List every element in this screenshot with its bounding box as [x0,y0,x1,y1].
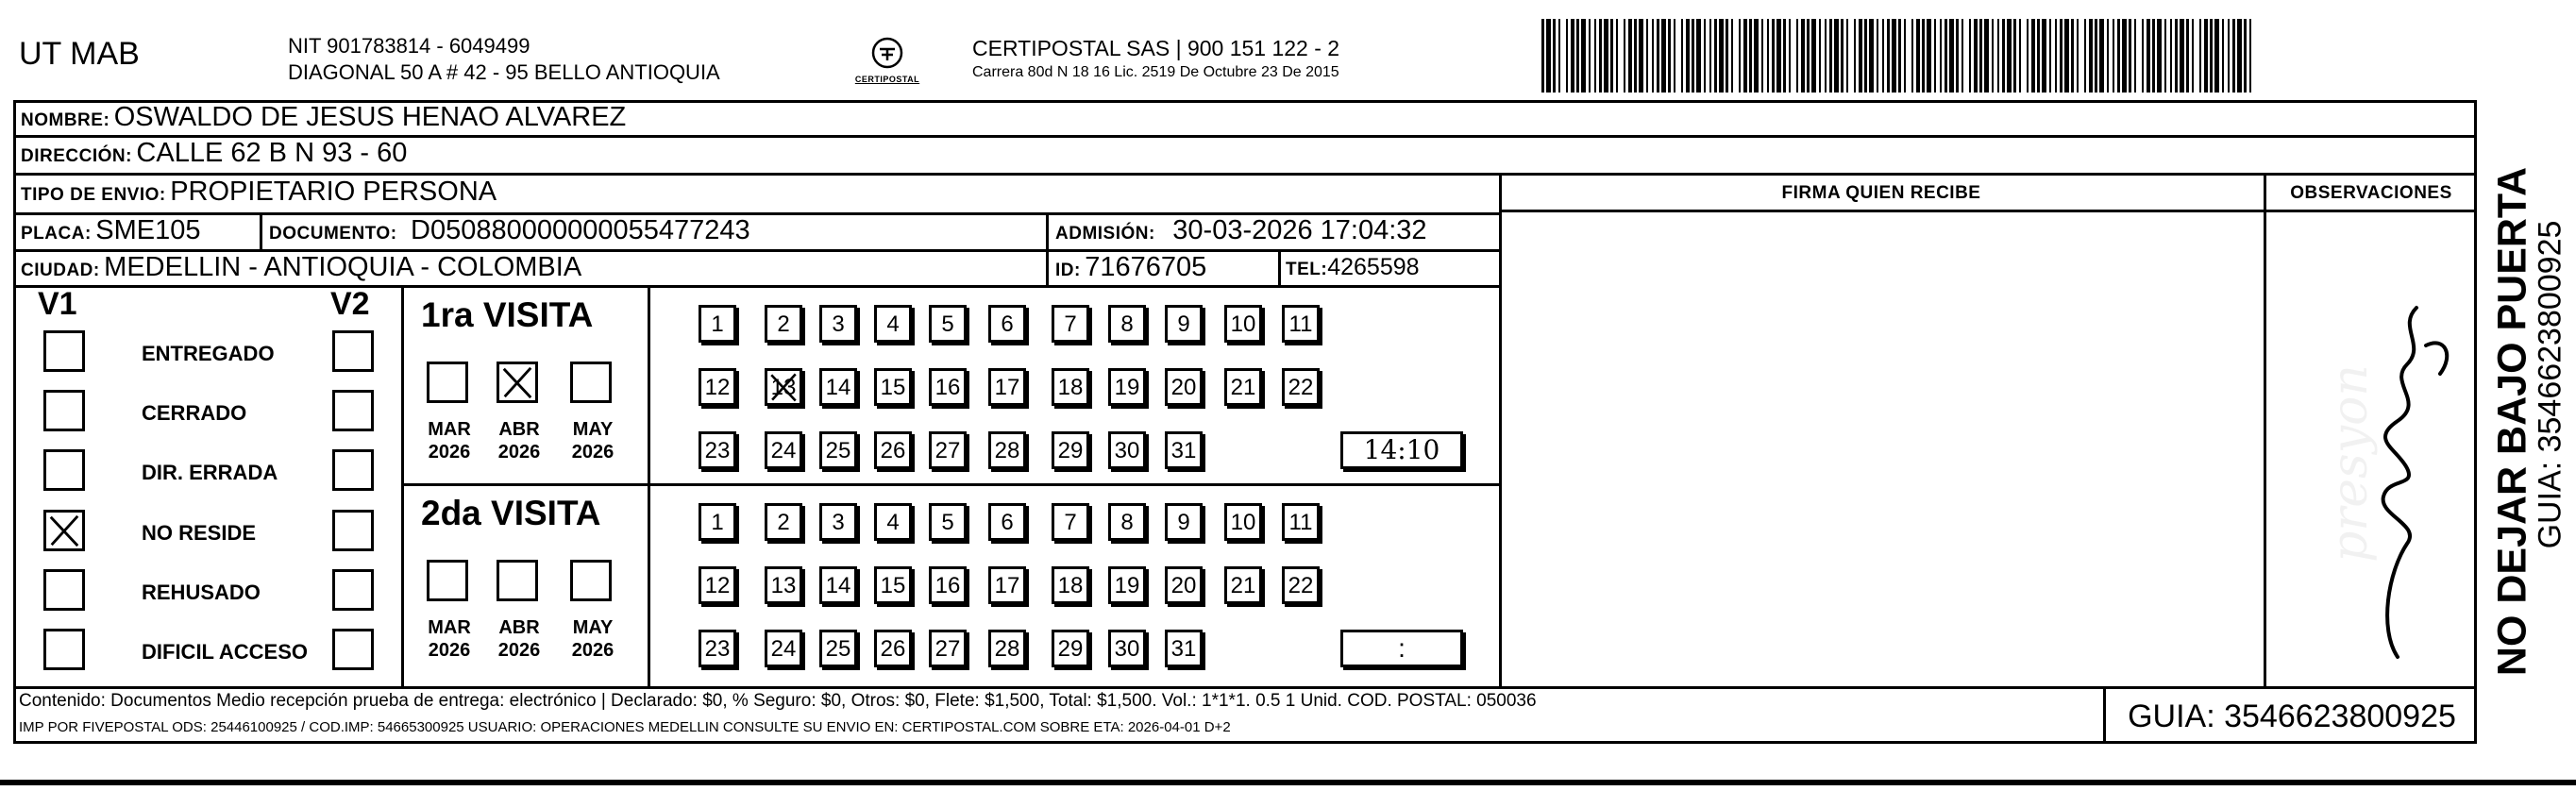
page-edge [0,780,2576,785]
status-label: REHUSADO [142,581,261,604]
month-year: 2026 [428,640,471,661]
visit-day-box[interactable]: 26 [874,630,912,667]
visit-day-box[interactable]: 24 [765,630,802,667]
month-name: MAR [428,419,471,440]
status-v1-checkbox[interactable] [43,629,85,670]
visit-day-box[interactable]: 5 [929,305,967,343]
visit-day-box[interactable]: 30 [1108,431,1146,469]
visit-day-box[interactable]: 23 [699,630,736,667]
document-label: DOCUMENTO: [269,224,397,244]
tel-field [1286,254,1420,281]
visit-day-box[interactable]: 25 [819,630,857,667]
visit-day-box[interactable]: 17 [988,368,1026,406]
visit-day-box[interactable]: 22 [1282,368,1320,406]
carrier-name: CERTIPOSTAL SAS | 900 151 122 - 2 [972,36,1340,60]
visit-day-box[interactable]: 29 [1052,431,1089,469]
city-field [21,252,581,283]
x-mark-icon [499,364,535,400]
visit-day-box[interactable]: 9 [1165,503,1203,541]
side-warning-text: NO DEJAR BAJO PUERTA [2489,166,2535,677]
month-name: ABR [498,617,540,638]
visit-day-box[interactable]: 3 [819,305,857,343]
visit-day-box[interactable]: 6 [988,305,1026,343]
visit-day-box[interactable]: 16 [929,368,967,406]
visit-day-box[interactable]: 27 [929,630,967,667]
visit-day-box[interactable]: 19 [1108,566,1146,604]
visit-month-label [421,616,478,662]
visit-day-box[interactable]: 7 [1052,305,1089,343]
status-label: ENTREGADO [142,342,275,365]
visit-month-label [564,418,621,463]
side-guide-text: GUIA: 3546623800925 [2532,220,2568,549]
visit-month-checkbox[interactable] [497,560,538,601]
status-label: NO RESIDE [142,521,257,545]
tel-label: TEL: [1286,260,1328,279]
status-v2-checkbox[interactable] [332,629,374,670]
id-value: 71676705 [1085,252,1207,282]
document-value: D050880000000055477243 [411,215,750,245]
city-label: CIUDAD: [21,261,100,280]
visit-day-box[interactable]: 2 [765,503,802,541]
visit-day-box[interactable]: 18 [1052,566,1089,604]
visit-day-box[interactable]: 12 [699,566,736,604]
logo-icon [868,36,906,70]
visit-day-box[interactable]: 10 [1224,305,1262,343]
visit-title: 1ra VISITA [421,295,594,334]
status-label: CERRADO [142,401,247,425]
visit-month-label [421,418,478,463]
status-v2-checkbox[interactable] [332,390,374,431]
visit-month-label [491,418,547,463]
status-v2-checkbox[interactable] [332,569,374,611]
footer-guide: GUIA: 3546623800925 [2128,698,2456,734]
visit-month-checkbox[interactable] [570,362,612,403]
plate-label: PLACA: [21,224,92,244]
v1-label: V1 [38,286,77,322]
shipment-type-field [21,177,497,208]
status-label: DIR. ERRADA [142,461,278,484]
month-year: 2026 [497,442,541,463]
admission-field [1055,215,1427,246]
name-value: OSWALDO DE JESUS HENAO ALVAREZ [113,102,627,132]
visit-day-box[interactable]: 11 [1282,503,1320,541]
carrier-license: Carrera 80d N 18 16 Lic. 2519 De Octubre 23 De 2015 [972,64,1339,80]
visit-day-box[interactable]: 15 [874,566,912,604]
visit-day-box[interactable]: 30 [1108,630,1146,667]
month-name: MAY [572,419,614,440]
visit-day-box[interactable]: 17 [988,566,1026,604]
visit-day-box[interactable]: 1 [699,305,736,343]
city-value: MEDELLIN - ANTIOQUIA - COLOMBIA [104,252,582,282]
company-address: DIAGONAL 50 A # 42 - 95 BELLO ANTIOQUIA [288,60,720,84]
visit-day-box[interactable]: 8 [1108,305,1146,343]
visit-day-box[interactable]: 23 [699,431,736,469]
plate-value: SME105 [95,215,201,245]
month-year: 2026 [428,442,471,463]
visit-day-box[interactable]: 21 [1224,368,1262,406]
visit-day-box[interactable]: 5 [929,503,967,541]
visit-day-box[interactable]: 14 [819,368,857,406]
visit-day-box[interactable]: 18 [1052,368,1089,406]
visit-month-label [564,616,621,662]
visit-day-box[interactable]: 10 [1224,503,1262,541]
visit-day-box[interactable]: 12 [699,368,736,406]
side-guide [2532,100,2569,744]
visit-day-box[interactable]: 21 [1224,566,1262,604]
certipostal-logo [845,36,930,93]
visit-day-box[interactable]: 22 [1282,566,1320,604]
visit-day-box[interactable]: 6 [988,503,1026,541]
footer-imp: IMP POR FIVEPOSTAL ODS: 25446100925 / COD.IMP: 54665300925 USUARIO: OPERACIONES MEDELLIN CONSULTE SU ENVIO EN: CERTIPOSTAL.COM SOBRE ETA: 2026-04-01 D+2 [19,719,1231,735]
observations-header: OBSERVACIONES [2290,183,2452,203]
visit-day-box[interactable]: 4 [874,305,912,343]
visit-time-box[interactable]: : [1340,630,1463,667]
visit-day-box[interactable]: 28 [988,630,1026,667]
shipment-type-label: TIPO DE ENVIO: [21,185,166,205]
visit-day-box[interactable]: 31 [1165,431,1203,469]
status-v2-checkbox[interactable] [332,330,374,372]
x-mark-icon [767,371,800,403]
visit-month-checkbox[interactable] [497,362,538,403]
address-label: DIRECCIÓN: [21,146,132,166]
name-field [21,102,626,133]
document-field [269,215,750,246]
shipment-type-value: PROPIETARIO PERSONA [170,177,497,207]
visit-day-box[interactable]: 13 [765,566,802,604]
visit-month-checkbox[interactable] [427,560,468,601]
status-v1-checkbox[interactable] [43,510,85,551]
visit-month-checkbox[interactable] [570,560,612,601]
status-v1-checkbox[interactable] [43,330,85,372]
visit-day-box[interactable]: 28 [988,431,1026,469]
status-v1-checkbox[interactable] [43,569,85,611]
month-name: MAR [428,617,471,638]
month-year: 2026 [571,442,615,463]
visit-day-box[interactable]: 1 [699,503,736,541]
id-field [1055,252,1206,283]
visit-day-box[interactable]: 27 [929,431,967,469]
visit-day-box[interactable]: 20 [1165,566,1203,604]
status-v1-checkbox[interactable] [43,449,85,491]
address-field [21,138,407,169]
status-v2-checkbox[interactable] [332,449,374,491]
barcode [1541,19,2259,93]
status-label: DIFICIL ACCESO [142,640,309,664]
visit-month-checkbox[interactable] [427,362,468,403]
month-name: ABR [498,419,540,440]
month-year: 2026 [571,640,615,661]
visit-day-box[interactable]: 19 [1108,368,1146,406]
observation-note [2265,213,2477,685]
visit-day-box[interactable]: 9 [1165,305,1203,343]
company-nit: NIT 901783814 - 6049499 [288,34,530,58]
visit-month-label [491,616,547,662]
visit-day-box[interactable]: 4 [874,503,912,541]
plate-field [21,215,200,246]
visit-day-box[interactable]: 31 [1165,630,1203,667]
name-label: NOMBRE: [21,110,110,130]
visit-day-box[interactable]: 26 [874,431,912,469]
admission-label: ADMISIÓN: [1055,224,1155,244]
visit-day-box[interactable]: 3 [819,503,857,541]
address-value: CALLE 62 B N 93 - 60 [136,138,408,168]
tel-value: 4265598 [1327,254,1420,280]
id-label: ID: [1055,261,1081,280]
day-number: 13 [770,375,797,400]
visit-day-box[interactable]: 7 [1052,503,1089,541]
observation-note-text: presyon [2322,364,2379,563]
company-name: UT MAB [19,36,140,72]
visit-title: 2da VISITA [421,494,601,532]
visit-time-box[interactable]: 14:10 [1340,431,1463,469]
footer-contents: Contenido: Documentos Medio recepción prueba de entrega: electrónico | Declarado: $0, % Seguro: $0, Otros: $0, Flete: $1,500, Total: $1,500. Vol.: 1*1*1. 0.5 1 Unid. COD. POSTAL: 050036 [19,691,1537,711]
admission-value: 30-03-2026 17:04:32 [1172,215,1427,245]
visit-day-box[interactable]: 24 [765,431,802,469]
visit-day-box[interactable]: 16 [929,566,967,604]
visit-day-box[interactable]: 20 [1165,368,1203,406]
visit-day-box[interactable] [765,368,802,406]
visit-day-box[interactable]: 29 [1052,630,1089,667]
visit-day-box[interactable]: 8 [1108,503,1146,541]
visit-day-box[interactable]: 14 [819,566,857,604]
signature-header: FIRMA QUIEN RECIBE [1781,183,1981,203]
visit-day-box[interactable]: 2 [765,305,802,343]
logo-text: CERTIPOSTAL [854,75,920,84]
month-year: 2026 [497,640,541,661]
month-name: MAY [572,617,614,638]
visit-day-box[interactable]: 25 [819,431,857,469]
status-v1-checkbox[interactable] [43,390,85,431]
status-v2-checkbox[interactable] [332,510,374,551]
x-mark-icon [46,513,82,548]
v2-label: V2 [330,286,370,322]
visit-day-box[interactable]: 15 [874,368,912,406]
visit-day-box[interactable]: 11 [1282,305,1320,343]
